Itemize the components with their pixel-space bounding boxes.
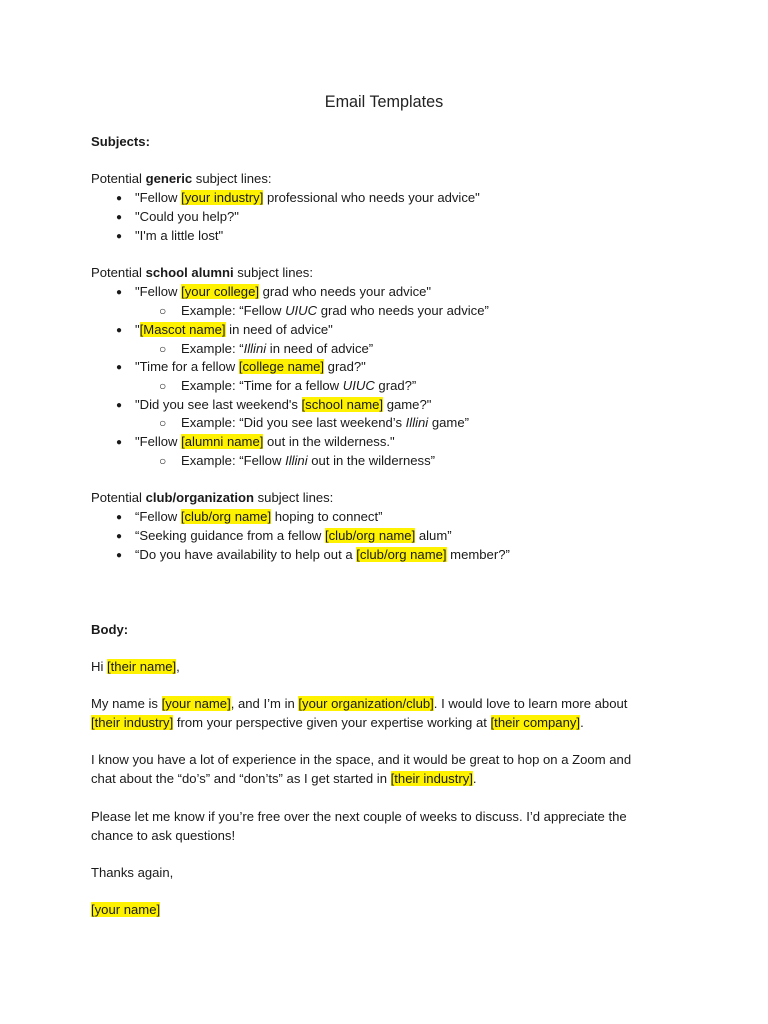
example-emphasis: UIUC: [285, 303, 318, 318]
intro-text: subject lines:: [253, 490, 334, 505]
greeting: [91, 658, 180, 676]
placeholder-highlight: [their name]: [107, 659, 177, 674]
list-item: [116, 546, 510, 565]
intro-text: subject lines:: [192, 171, 272, 186]
example-text: Example: “Time for a fellow: [181, 378, 343, 393]
placeholder-highlight: [their company]: [490, 715, 581, 730]
intro-emphasis: school alumni: [145, 265, 234, 280]
list-item: [116, 396, 431, 415]
bullet-icon: ●: [116, 400, 123, 411]
placeholder-highlight: [your organization/club]: [298, 696, 434, 711]
sub-bullet-icon: ○: [159, 379, 167, 393]
bullet-icon: ●: [116, 193, 123, 204]
example-text: in need of advice”: [266, 341, 374, 356]
example-emphasis: UIUC: [342, 378, 375, 393]
intro-text: subject lines:: [233, 265, 313, 280]
item-text: "Did you see last weekend's: [135, 397, 302, 412]
paragraph-1-line-2: [91, 714, 584, 732]
paragraph-3-line-1: Please let me know if you’re free over the next couple of weeks to discuss. I’d appreciate the: [91, 809, 627, 824]
body-text: My name is: [91, 696, 162, 711]
paragraph-3-line-2: chance to ask questions!: [91, 828, 236, 843]
bullet-icon: ●: [116, 231, 123, 242]
list-item: [116, 227, 223, 246]
example-emphasis: Illini: [285, 453, 308, 468]
example-text: out in the wilderness”: [307, 453, 435, 468]
intro-emphasis: club/organization: [145, 490, 254, 505]
body-text: from your perspective given your expertise working at: [173, 715, 491, 730]
list-item: [116, 358, 366, 377]
body-text: .: [472, 771, 477, 786]
club-intro: [91, 489, 333, 507]
signature: [91, 901, 160, 919]
body-text: . I would love to learn more about: [433, 696, 628, 711]
list-item: [116, 283, 431, 302]
placeholder-highlight: [club/org name]: [324, 528, 416, 543]
item-text: member?”: [446, 547, 510, 562]
item-text: ": [135, 322, 140, 337]
bullet-icon: ●: [116, 437, 123, 448]
bullet-icon: ●: [116, 212, 123, 223]
sub-list-item: [159, 302, 489, 320]
example-text: grad who needs your advice”: [317, 303, 489, 318]
bullet-icon: ●: [116, 287, 123, 298]
item-text: "Time for a fellow: [135, 359, 239, 374]
intro-text: Potential: [91, 490, 146, 505]
item-text: professional who needs your advice": [263, 190, 480, 205]
paragraph-2-line-1: I know you have a lot of experience in the space, and it would be great to hop on a Zoom and: [91, 752, 632, 767]
item-text: "Fellow: [135, 190, 182, 205]
sub-list-item: [159, 340, 373, 358]
item-text: out in the wilderness.": [263, 434, 395, 449]
sub-list-item: [159, 414, 469, 432]
placeholder-highlight: [their industry]: [390, 771, 473, 786]
example-text: Example: “Fellow: [181, 303, 286, 318]
body-text: .: [580, 715, 584, 730]
list-item: [116, 508, 382, 527]
sub-bullet-icon: ○: [159, 342, 167, 356]
item-text: game?": [383, 397, 432, 412]
sub-bullet-icon: ○: [159, 416, 167, 430]
placeholder-highlight: [school name]: [301, 397, 384, 412]
body-text: Hi: [91, 659, 108, 674]
body-heading: Body:: [91, 622, 129, 637]
item-text: “Fellow: [135, 509, 181, 524]
placeholder-highlight: [alumni name]: [181, 434, 264, 449]
body-text: chat about the “do’s” and “don’ts” as I get started in: [91, 771, 391, 786]
list-item: [116, 189, 480, 208]
sub-list-item: [159, 377, 416, 395]
intro-emphasis: generic: [145, 171, 193, 186]
example-emphasis: Illini: [243, 341, 267, 356]
paragraph-1-line-1: [91, 695, 627, 713]
bullet-icon: ●: [116, 531, 123, 542]
item-text: "Could you help?": [135, 209, 239, 224]
placeholder-highlight: [your industry]: [181, 190, 264, 205]
example-text: Example: “Fellow: [181, 453, 286, 468]
item-text: “Do you have availability to help out a: [135, 547, 357, 562]
subjects-heading: Subjects:: [91, 134, 150, 149]
item-text: alum”: [415, 528, 452, 543]
placeholder-highlight: [your college]: [181, 284, 260, 299]
intro-text: Potential: [91, 171, 146, 186]
item-text: “Seeking guidance from a fellow: [135, 528, 325, 543]
list-item: [116, 527, 452, 546]
placeholder-highlight: [Mascot name]: [139, 322, 226, 337]
item-text: in need of advice": [225, 322, 333, 337]
alumni-intro: [91, 264, 313, 282]
sub-list-item: [159, 452, 435, 470]
example-text: Example: “: [181, 341, 244, 356]
bullet-icon: ●: [116, 325, 123, 336]
item-text: "Fellow: [135, 284, 182, 299]
intro-text: Potential: [91, 265, 146, 280]
closing: Thanks again,: [91, 865, 174, 880]
placeholder-highlight: [your name]: [91, 902, 161, 917]
bullet-icon: ●: [116, 512, 123, 523]
item-text: "I'm a little lost": [135, 228, 224, 243]
bullet-icon: ●: [116, 362, 123, 373]
placeholder-highlight: [college name]: [238, 359, 325, 374]
item-text: grad who needs your advice": [259, 284, 432, 299]
list-item: [116, 321, 333, 340]
bullet-icon: ●: [116, 550, 123, 561]
list-item: [116, 208, 239, 227]
list-item: [116, 433, 395, 452]
example-text: Example: “Did you see last weekend’s: [181, 415, 406, 430]
placeholder-highlight: [club/org name]: [180, 509, 272, 524]
sub-bullet-icon: ○: [159, 304, 167, 318]
body-text: ,: [176, 659, 180, 674]
example-emphasis: Illini: [405, 415, 429, 430]
generic-intro: [91, 170, 272, 188]
placeholder-highlight: [club/org name]: [356, 547, 447, 562]
item-text: grad?": [324, 359, 366, 374]
document-title: Email Templates: [324, 93, 444, 111]
placeholder-highlight: [your name]: [161, 696, 231, 711]
example-text: game”: [428, 415, 469, 430]
paragraph-2-line-2: [91, 770, 477, 788]
item-text: hoping to connect”: [271, 509, 383, 524]
sub-bullet-icon: ○: [159, 454, 167, 468]
placeholder-highlight: [their industry]: [91, 715, 174, 730]
body-text: , and I’m in: [230, 696, 299, 711]
item-text: "Fellow: [135, 434, 182, 449]
example-text: grad?”: [374, 378, 417, 393]
